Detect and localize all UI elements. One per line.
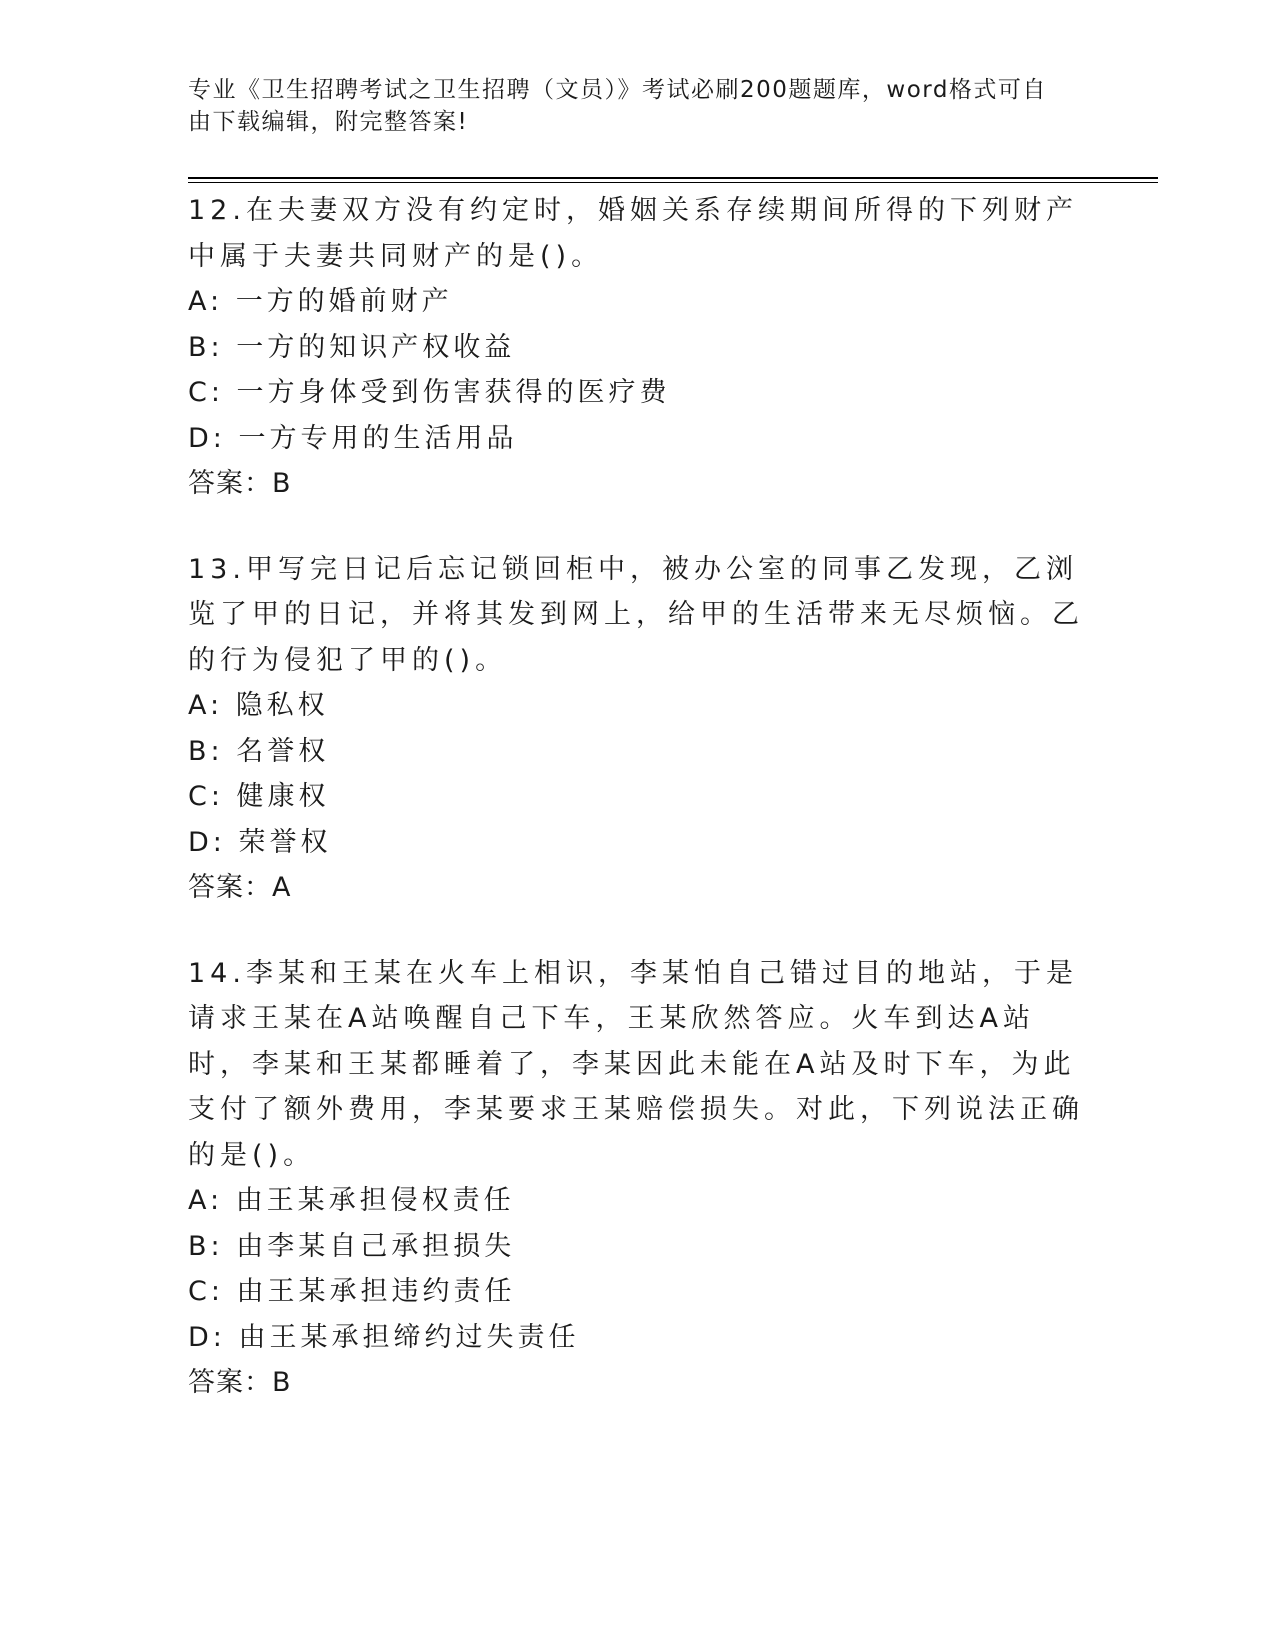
answer-line: 答案：A: [188, 872, 292, 903]
option-key: D:: [188, 826, 226, 858]
header-divider-thin: [188, 182, 1158, 183]
option-text: 健康权: [236, 781, 330, 812]
answer-line: 答案：B: [188, 468, 292, 499]
option-key: C:: [188, 377, 224, 408]
question-stem: 13.甲写完日记后忘记锁回柜中，被办公室的同事乙发现，乙浏览了甲的日记，并将其发到网上，给甲的生活带来无尽烦恼。乙的行为侵犯了甲的()。: [188, 553, 1084, 676]
option-b: [188, 325, 1088, 371]
option-key: B:: [188, 331, 224, 363]
option-key: B:: [188, 735, 224, 767]
option-d: [188, 1315, 1088, 1361]
option-text: 由李某自己承担损失: [236, 1230, 516, 1262]
document-header: 专业《卫生招聘考试之卫生招聘（文员）》考试必刷200题题库，word格式可自由下载编辑，附完整答案!: [188, 77, 1047, 135]
option-a: [188, 1178, 1088, 1224]
option-text: 由王某承担侵权责任: [235, 1185, 515, 1216]
option-key: B:: [188, 1230, 224, 1262]
option-key: C:: [188, 781, 224, 812]
question-13: [188, 547, 1088, 911]
option-c: [188, 370, 1088, 416]
option-key: D:: [188, 422, 226, 454]
option-c: [188, 774, 1088, 820]
option-key: A:: [188, 690, 224, 721]
option-text: 隐私权: [235, 690, 329, 721]
answer-line: 答案：B: [188, 1367, 292, 1398]
option-c: [188, 1269, 1088, 1315]
option-key: A:: [188, 286, 224, 317]
option-d: [188, 820, 1088, 866]
option-text: 一方专用的生活用品: [238, 422, 518, 454]
option-key: C:: [188, 1276, 224, 1307]
question-list: [188, 188, 1088, 1446]
question-14: [188, 951, 1088, 1406]
option-key: D:: [188, 1321, 226, 1353]
option-text: 由王某承担违约责任: [236, 1276, 516, 1307]
option-a: [188, 279, 1088, 325]
option-b: [188, 729, 1088, 775]
header-divider-thick: [188, 177, 1158, 179]
option-b: [188, 1224, 1088, 1270]
option-d: [188, 416, 1088, 462]
question-12: [188, 188, 1088, 507]
question-stem: 14.李某和王某在火车上相识，李某怕自己错过目的地站，于是请求王某在A站唤醒自己下车，王某欣然答应。火车到达A站时，李某和王某都睡着了，李某因此未能在A站及时下车，为此支付了额外费用，李某要求王某赔偿损失。对此，下列说法正确的是()。: [188, 957, 1084, 1171]
option-text: 一方的婚前财产: [235, 286, 453, 317]
option-text: 一方的知识产权收益: [236, 331, 516, 363]
option-key: A:: [188, 1185, 224, 1216]
option-text: 一方身体受到伤害获得的医疗费: [236, 377, 671, 408]
option-text: 荣誉权: [238, 826, 332, 858]
option-a: [188, 683, 1088, 729]
option-text: 由王某承担缔约过失责任: [238, 1321, 580, 1353]
option-text: 名誉权: [236, 735, 330, 767]
question-stem: 12.在夫妻双方没有约定时，婚姻关系存续期间所得的下列财产中属于夫妻共同财产的是()。: [188, 195, 1078, 272]
